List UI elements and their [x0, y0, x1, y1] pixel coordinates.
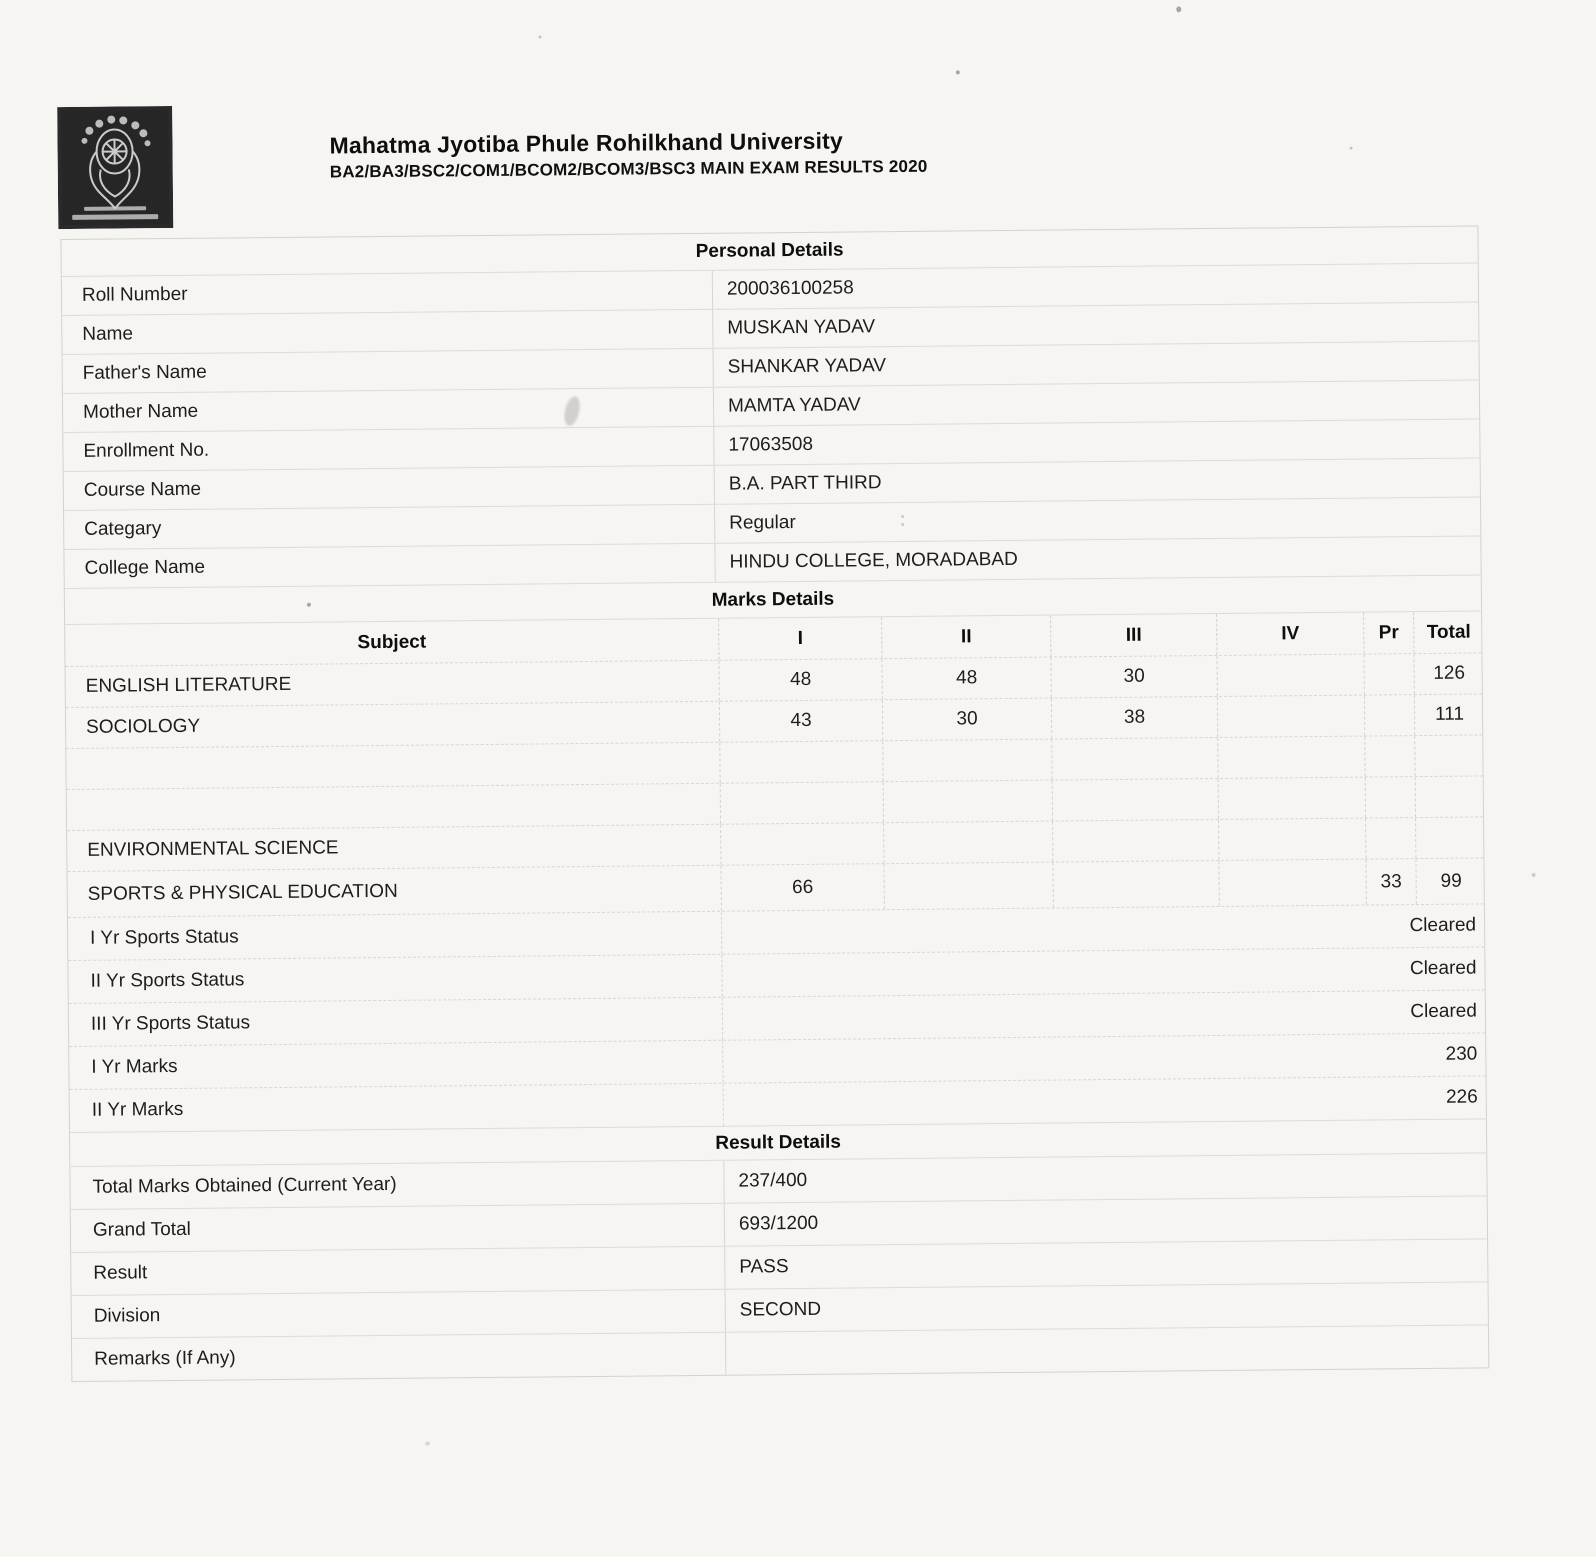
marks-cell [1218, 778, 1365, 819]
row-label: Result [93, 1262, 148, 1284]
marks-cell [720, 782, 883, 824]
scan-speckle [901, 515, 904, 518]
scan-speckle [1350, 147, 1353, 150]
row-value: Cleared [722, 990, 1485, 1039]
marks-cell [1216, 655, 1363, 696]
marks-cell [1217, 696, 1364, 737]
marks-cell [1414, 735, 1484, 776]
column-header-iii: III [1050, 614, 1216, 657]
scan-speckle [956, 70, 960, 74]
row-value: B.A. PART THIRD [714, 458, 1480, 503]
row-value: 693/1200 [724, 1196, 1487, 1245]
university-emblem-icon [57, 106, 173, 229]
marks-cell: 66 [720, 864, 883, 911]
marks-cell [883, 822, 1052, 864]
marks-cell [1415, 817, 1485, 858]
row-label: I Yr Marks [91, 1055, 178, 1078]
column-header-ii: II [881, 616, 1050, 659]
row-label: Total Marks Obtained (Current Year) [92, 1173, 397, 1198]
row-value: 237/400 [723, 1153, 1486, 1202]
marks-cell [1218, 819, 1365, 860]
scan-speckle [425, 1442, 430, 1446]
marks-cell [1364, 736, 1414, 776]
row-value: 17063508 [713, 419, 1479, 464]
scan-speckle [901, 523, 904, 526]
row-label: II Yr Sports Status [90, 969, 245, 992]
personal-details-title: Personal Details [695, 239, 844, 262]
marks-cell: 38 [1051, 697, 1217, 739]
column-header-i: I [718, 617, 881, 660]
row-label: Grand Total [92, 1218, 191, 1241]
row-value [725, 1325, 1488, 1374]
marks-cell: 43 [719, 700, 882, 742]
marks-cell [883, 863, 1052, 910]
scan-speckle [1176, 6, 1181, 12]
row-label: Course Name [83, 478, 202, 501]
page-header [329, 124, 1229, 183]
scan-speckle [1532, 873, 1536, 877]
row-value: HINDU COLLEGE, MORADABAD [714, 536, 1480, 581]
row-value: Regular [714, 497, 1480, 542]
subject-cell [66, 743, 719, 789]
row-value: Cleared [721, 947, 1484, 996]
marks-cell: 48 [881, 658, 1050, 700]
marks-cell: 48 [718, 659, 881, 701]
subject-cell: SPORTS & PHYSICAL EDUCATION [87, 880, 398, 905]
row-label: II Yr Marks [91, 1098, 184, 1121]
marks-details-title: Marks Details [65, 574, 1481, 624]
marks-cell [720, 823, 883, 865]
row-value: SHANKAR YADAV [713, 341, 1479, 386]
column-header-subject: Subject [357, 631, 427, 653]
row-label: Division [93, 1305, 161, 1327]
row-label: College Name [84, 556, 206, 579]
marks-cell: 33 [1365, 859, 1415, 904]
row-value: 226 [723, 1076, 1486, 1125]
row-value: 200036100258 [712, 263, 1478, 308]
row-value: MUSKAN YADAV [712, 302, 1478, 347]
row-label: Name [82, 323, 134, 345]
subject-cell: ENGLISH LITERATURE [85, 673, 292, 697]
marks-cell: 111 [1414, 694, 1484, 735]
scan-speckle [538, 35, 541, 38]
row-value: MAMTA YADAV [713, 380, 1479, 425]
marks-cell [883, 781, 1052, 823]
row-label: I Yr Sports Status [90, 926, 239, 949]
marks-cell [882, 740, 1051, 782]
marks-cell [1217, 737, 1364, 778]
result-document-table [60, 225, 1489, 1382]
marks-cell [1364, 695, 1414, 735]
row-value: Cleared [721, 904, 1484, 953]
row-value: 230 [722, 1033, 1485, 1082]
subject-cell: ENVIRONMENTAL SCIENCE [87, 837, 339, 861]
marks-cell [1052, 861, 1218, 908]
row-label: Enrollment No. [83, 439, 210, 462]
marks-cell [1363, 654, 1413, 694]
marks-cell: 99 [1415, 858, 1485, 904]
marks-cell [1052, 779, 1218, 821]
marks-cell [1051, 738, 1217, 780]
column-header-iv: IV [1216, 613, 1363, 655]
marks-cell [1415, 776, 1485, 817]
marks-cell [1365, 818, 1415, 858]
subject-cell: SOCIOLOGY [86, 715, 201, 738]
row-label: III Yr Sports Status [90, 1012, 251, 1035]
marks-cell [1218, 860, 1365, 906]
university-name: Mahatma Jyotiba Phule Rohilkhand University [329, 127, 844, 159]
university-logo [57, 106, 173, 229]
scan-speckle [307, 603, 311, 607]
column-header-total: Total [1413, 611, 1483, 653]
exam-results-title: BA2/BA3/BSC2/COM1/BCOM2/BCOM3/BSC3 MAIN EXAM RESULTS 2020 [329, 156, 928, 182]
marks-cell: 30 [1050, 656, 1216, 698]
row-label: Remarks (If Any) [94, 1347, 236, 1370]
result-details-title: Result Details [70, 1118, 1486, 1166]
subject-cell [67, 784, 720, 830]
marks-cell [1052, 820, 1218, 862]
row-value: SECOND [725, 1282, 1488, 1331]
row-label: Father's Name [82, 361, 207, 384]
marks-cell [719, 741, 882, 783]
marks-cell [1365, 777, 1415, 817]
row-value: PASS [724, 1239, 1487, 1288]
marks-cell: 30 [882, 699, 1051, 741]
column-header-pr: Pr [1363, 612, 1413, 653]
row-label: Mother Name [82, 400, 199, 423]
row-label: Roll Number [81, 283, 188, 306]
row-label: Categary [84, 518, 162, 540]
marks-cell: 126 [1413, 653, 1483, 694]
